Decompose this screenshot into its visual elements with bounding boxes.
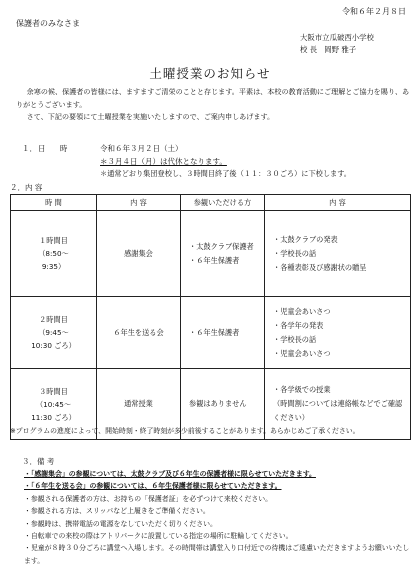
period-start: （10:45～ (35, 399, 72, 409)
period-name: ２時間目 (39, 315, 68, 324)
table-row (11, 211, 411, 297)
principal-name: 岡野 雅子 (324, 45, 357, 54)
period-cell (11, 297, 97, 369)
header-content: 内 容 (97, 195, 181, 211)
dismissal-note: ＊通常どおり集団登校し、３時間目終了後（１１：３０ごろ）に下校します。 (100, 169, 351, 178)
issue-date: 令和６年２月８日 (342, 7, 406, 16)
visitors-cell (181, 211, 265, 297)
content-cell (265, 297, 411, 369)
remarks-list (24, 468, 414, 567)
content-item: ・ 学校長の話 (273, 333, 410, 347)
schedule-table (10, 194, 411, 440)
greeting-line-1: 余寒の候、保護者の皆様には、ますますご清栄のことと存じます。平素は、本校の教育活動にご理解とご協力を賜り、ありがとうございます。 (16, 87, 410, 109)
timetable-note: （時間割については連絡帳などでご確認ください） (273, 399, 403, 422)
list-item: ・ 自転車での来校の際はアトリパークに設置している指定の場所に駐輪してください。 (24, 530, 414, 542)
substitute-holiday-note: ＊３月４日（月）は代休となります。 (100, 157, 227, 166)
header-visitors: 参観いただける方 (181, 195, 265, 211)
list-item: ・ 児童が８時３０分ごろに講堂へ入場します。その時間帯は講堂入り口付近での待機はご遠慮いただきますようお願いいたします。 (24, 542, 414, 567)
content-item: ・ 児童会あいさつ (273, 305, 410, 319)
period-name: １時間目 (39, 236, 68, 245)
period-end: 9:35） (41, 262, 66, 271)
period-name: ３時間目 (39, 386, 68, 396)
period-start: （8:50～ (38, 249, 69, 258)
content-item: ・ 学校長の話 (273, 247, 410, 261)
content-item: ・ 各学年の発表 (273, 319, 410, 333)
content-item: ・ 児童会あいさつ (273, 347, 410, 361)
list-item: ・ 「６年生を送る会」の参観については、６年生保護者様に限らせていただきます。 (24, 480, 414, 492)
period-end: 11:30 ごろ） (31, 412, 76, 422)
event-cell: ６年生を送る会 (97, 297, 181, 369)
period-end: 10:30 ごろ） (31, 341, 76, 350)
recipient-line: 保護者のみなさま (16, 19, 80, 28)
section-2-heading: ２．内 容 (10, 183, 43, 192)
content-item: ・ 太鼓クラブの発表 (273, 233, 410, 247)
school-name: 大阪市立瓜破西小学校 (300, 33, 374, 42)
visitor-item: ・ ６年生保護者 (189, 254, 264, 268)
content-item: ・ 各学級での授業 (273, 383, 404, 397)
table-row (11, 297, 411, 369)
section-3-heading: ３．備 考 (22, 457, 55, 466)
content-item: ・ 各種表彰及び感謝状の贈呈 (273, 261, 410, 275)
list-item: ・ 参観される保護者の方は、お持ちの「保護者証」を必ずつけて来校ください。 (24, 493, 414, 505)
notice-title: 土曜授業のお知らせ (149, 66, 271, 81)
header-details: 内 容 (265, 195, 411, 211)
program-timing-note: ※プログラムの進度によって、開始時刻・終了時刻が多少前後することがあります。あらかじめご了承ください。 (10, 427, 360, 435)
content-cell (265, 211, 411, 297)
table-header-row (11, 195, 411, 211)
header-time: 時 間 (11, 195, 97, 211)
visitors-cell (181, 297, 265, 369)
visitor-item: ・ ６年生保護者 (189, 326, 264, 340)
list-item: ・ 参観時は、携帯電話の電源をなしていただく切りください。 (24, 518, 414, 530)
greeting-line-2: さて、下記の要領にて土曜授業を実施いたしますので、ご案内申しあげます。 (26, 112, 275, 121)
greeting-paragraph (16, 86, 411, 124)
principal-line (300, 44, 374, 56)
list-item: ・ 「感謝集会」の参観については、太鼓クラブ及び６年生の保護者様に限らせていただきます。 (24, 468, 414, 480)
visitor-item: ・ 太鼓クラブ保護者 (189, 240, 264, 254)
visitors-cell: 参観はありません (181, 369, 265, 440)
section-1-label: 日 時 (38, 144, 74, 153)
event-date: 令和６年３月２日（土） (100, 144, 183, 153)
section-1-number: １． (22, 144, 37, 153)
period-start: （9:45～ (38, 328, 69, 337)
event-cell: 感謝集会 (97, 211, 181, 297)
event-cell: 通常授業 (97, 369, 181, 440)
period-cell (11, 211, 97, 297)
list-item: ・ 参観される方は、スリッパなど上履きをご準備ください。 (24, 505, 414, 517)
sender-block (300, 32, 374, 56)
principal-role: 校 長 (300, 45, 318, 54)
